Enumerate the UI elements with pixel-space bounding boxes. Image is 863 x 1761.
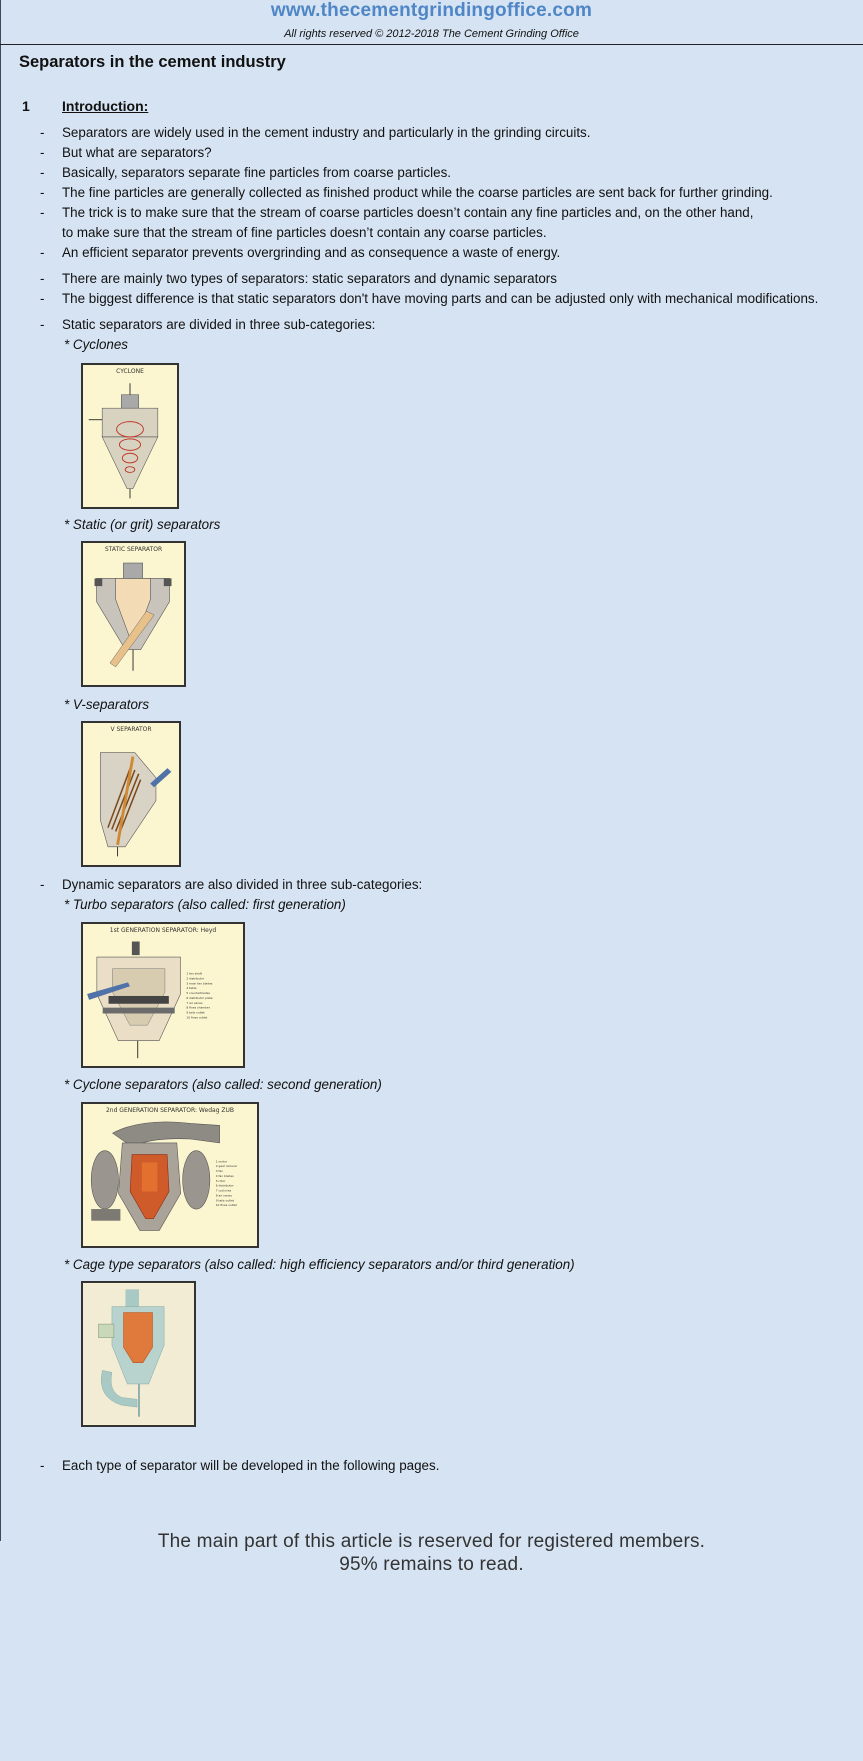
svg-text:4 table: 4 table	[186, 986, 197, 991]
svg-text:6 distributor: 6 distributor	[215, 1183, 234, 1188]
svg-text:6 distributor plate: 6 distributor plate	[186, 995, 213, 1000]
intro-line: Separators are widely used in the cement industry and particularly in the grinding circuits.	[62, 125, 591, 140]
svg-text:9 tails outlet: 9 tails outlet	[215, 1198, 234, 1203]
svg-text:3 fan: 3 fan	[215, 1169, 224, 1174]
intro-line: Basically, separators separate fine particles from coarse particles.	[62, 165, 451, 180]
svg-text:7 air vanes: 7 air vanes	[186, 1000, 203, 1005]
intro-line: The trick is to make sure that the stream of coarse particles doesn’t contain any fine particles and, on the other hand,	[62, 205, 754, 220]
svg-text:8 air vanes: 8 air vanes	[215, 1193, 232, 1198]
svg-text:5 counterblades: 5 counterblades	[186, 991, 210, 996]
v-separator-diagram	[83, 723, 179, 865]
copyright-notice: All rights reserved © 2012-2018 The Cement Grinding Office	[284, 28, 579, 40]
intro-line: An efficient separator prevents overgrinding and as consequence a waste of energy.	[62, 245, 561, 260]
intro-line: to make sure that the stream of fine particles doesn’t contain any coarse particles.	[62, 225, 547, 240]
svg-text:2 gear reducer: 2 gear reducer	[215, 1164, 238, 1169]
bullet-dash: -	[40, 317, 45, 332]
locked-notice-line-2: 95% remains to read.	[339, 1554, 524, 1575]
site-url-link[interactable]: www.thecementgrindingoffice.com	[270, 0, 593, 21]
figure-caption: V SEPARATOR	[110, 726, 152, 733]
cyclone-figure	[81, 363, 179, 509]
bullet-dash: -	[40, 271, 45, 286]
bullet-dash: -	[40, 125, 45, 140]
section-number: 1	[22, 98, 30, 114]
svg-text:8 fines chamber: 8 fines chamber	[186, 1005, 210, 1010]
svg-text:4 fan blades: 4 fan blades	[215, 1173, 234, 1178]
svg-text:1 fan shaft: 1 fan shaft	[186, 971, 202, 976]
sub-item-cage-type-separators: * Cage type separators (also called: high efficiency separators and/or third generation)	[64, 1257, 575, 1272]
cyclone-separator-figure	[81, 1102, 259, 1248]
sub-item-cyclone-separators: * Cyclone separators (also called: second generation)	[64, 1077, 382, 1092]
svg-text:3 main fan blades: 3 main fan blades	[186, 981, 213, 986]
v-separator-figure	[81, 721, 181, 867]
dynamic-intro: Dynamic separators are also divided in three sub-categories:	[62, 877, 423, 892]
svg-text:9 tails outlet: 9 tails outlet	[186, 1010, 205, 1015]
cage-separator-figure	[81, 1281, 196, 1427]
svg-text:10 fines outlet: 10 fines outlet	[215, 1203, 237, 1208]
header	[0, 0, 863, 45]
svg-text:1 motor: 1 motor	[215, 1159, 228, 1164]
intro-line: There are mainly two types of separators: static separators and dynamic separators	[62, 271, 557, 286]
bullet-dash: -	[40, 291, 45, 306]
svg-text:7 cyclones: 7 cyclones	[215, 1188, 232, 1193]
intro-line: The biggest difference is that static separators don't have moving parts and can be adjusted only with mechanical modifications.	[62, 291, 819, 306]
bullet-dash: -	[40, 165, 45, 180]
bullet-dash: -	[40, 877, 45, 892]
closing-line: Each type of separator will be developed in the following pages.	[62, 1458, 440, 1473]
static-separator-figure	[81, 541, 186, 687]
bullet-dash: -	[40, 145, 45, 160]
figure-caption: 1st GENERATION SEPARATOR: Heyd	[109, 927, 217, 934]
svg-text:5 rotor: 5 rotor	[215, 1178, 226, 1183]
sub-item-v-separators: * V-separators	[64, 697, 150, 712]
cage-separator-diagram	[83, 1283, 194, 1425]
section-title: Introduction:	[62, 98, 149, 114]
bullet-dash: -	[40, 1458, 45, 1473]
bullet-dash: -	[40, 185, 45, 200]
cyclone-diagram	[83, 365, 177, 507]
svg-text:2 distributor: 2 distributor	[186, 976, 205, 981]
cyclone-separator-diagram	[83, 1104, 257, 1246]
figure-caption: 2nd GENERATION SEPARATOR: Wedag ZUB	[105, 1107, 235, 1114]
sub-item-cyclones: * Cyclones	[64, 337, 129, 352]
bullet-dash: -	[40, 205, 45, 220]
turbo-separator-diagram	[83, 924, 243, 1066]
svg-text:10 fines outlet: 10 fines outlet	[186, 1015, 208, 1020]
static-intro: Static separators are divided in three sub-categories:	[62, 317, 376, 332]
sub-item-turbo-separators: * Turbo separators (also called: first generation)	[64, 897, 346, 912]
bullet-dash: -	[40, 245, 45, 260]
sub-item-static-separators: * Static (or grit) separators	[64, 517, 221, 532]
locked-notice-line-1: The main part of this article is reserved for registered members.	[157, 1531, 706, 1552]
document-title: Separators in the cement industry	[19, 53, 286, 71]
static-separator-diagram	[83, 543, 184, 685]
turbo-separator-figure	[81, 922, 245, 1068]
intro-line: The fine particles are generally collected as finished product while the coarse particles are sent back for further grinding.	[62, 185, 773, 200]
figure-caption: STATIC SEPARATOR	[104, 546, 163, 553]
intro-line: But what are separators?	[62, 145, 212, 160]
figure-caption: CYCLONE	[116, 368, 144, 375]
